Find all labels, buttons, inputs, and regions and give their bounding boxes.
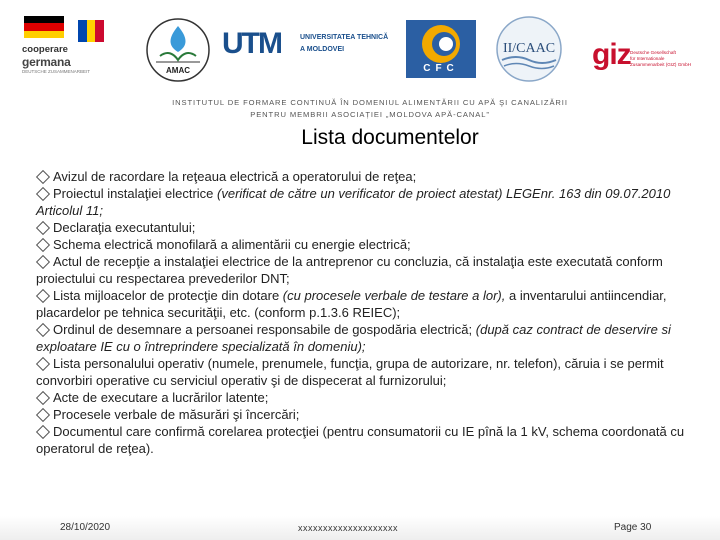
giz-tagline: Deutsche Gesellschaft für Internationale Zusammenarbeit (GIZ) GmbH <box>630 50 692 67</box>
utm-logo <box>222 22 394 72</box>
list-item: Lista mijloacelor de protecţie din dotare (cu procesele verbale de testare a lor), a inventarului antiincendiar, placardelor pe tehnica securităţii, etc. (conform p.1.3.6 REIEC); <box>36 288 667 320</box>
list-item: Declaraţia executantului; <box>36 219 686 236</box>
utm-line1: UNIVERSITATEA TEHNICĂ <box>300 34 389 41</box>
utm-line2: A MOLDOVEI <box>300 46 345 53</box>
amac-text: AMAC <box>166 66 190 75</box>
zusammenarbeit-text: DEUTSCHE ZUSAMMENARBEIT <box>22 69 91 74</box>
logo-strip <box>0 0 720 92</box>
cfc-logo <box>406 20 476 78</box>
moldovan-flag-icon <box>78 20 104 42</box>
diamond-bullet-icon <box>36 391 50 405</box>
diamond-bullet-icon <box>36 425 50 439</box>
cfc-text: CFC <box>423 63 459 74</box>
germana-text: germana <box>22 55 71 69</box>
list-item: Avizul de racordare la reţeaua electrică a operatorului de reţea; <box>36 168 686 185</box>
institute-line2: PENTRU MEMBRII ASOCIAȚIEI „MOLDOVA APĂ-CANAL” <box>250 110 490 119</box>
list-item: Actul de recepţie a instalaţiei electrice de la antreprenor cu concluzia, că instalaţia este executată conform proiectului cu respectarea prevederilor DNT; <box>36 254 663 286</box>
diamond-bullet-icon <box>36 357 50 371</box>
diamond-bullet-icon <box>36 221 50 235</box>
diamond-bullet-icon <box>36 170 50 184</box>
list-item: Ordinul de desemnare a persoanei responsabile de gospodăria electrică; (după caz contract de deservire si exploatare IE cu o întreprindere specializată în domeniu); <box>36 322 671 354</box>
giz-logo <box>592 38 704 82</box>
list-item: Proiectul instalaţiei electrice (verificat de către un verificator de proiect atestat) LEGEnr. 163 din 09.07.2010 Articolul 11; <box>36 186 671 218</box>
diamond-bullet-icon <box>36 289 50 303</box>
list-item: Lista personalului operativ (numele, prenumele, funcţia, grupa de autorizare, nr. telefon), căruia i se permit convorbiri operative cu serviciul operativ şi de dispecerat al furnizorului; <box>36 356 664 388</box>
amac-emblem-icon <box>138 16 218 86</box>
iicaac-text: II/CAAC <box>502 41 556 56</box>
footer-center-text: xxxxxxxxxxxxxxxxxxxx <box>298 523 398 533</box>
giz-mark: giz <box>592 38 631 71</box>
german-flag-icon <box>24 16 64 38</box>
diamond-bullet-icon <box>36 187 50 201</box>
institute-line1: INSTITUTUL DE FORMARE CONTINUĂ ÎN DOMENIUL ALIMENTĂRII CU APĂ ŞI CANALIZĂRII <box>172 98 568 107</box>
institute-heading <box>120 97 620 121</box>
footer-page-number: Page 30 <box>614 522 652 533</box>
diamond-bullet-icon <box>36 255 50 269</box>
cooperare-germana-logo <box>18 14 110 76</box>
amac-logo <box>138 16 218 86</box>
diamond-bullet-icon <box>36 238 50 252</box>
utm-monogram: UTM <box>222 27 281 60</box>
diamond-bullet-icon <box>36 408 50 422</box>
diamond-bullet-icon <box>36 323 50 337</box>
list-item: Acte de executare a lucrărilor latente; <box>36 389 686 406</box>
list-item: Documentul care confirmă corelarea protecţiei (pentru consumatorii cu IE pînă la 1 kV, schema coordonată cu operatorul de reţea). <box>36 424 685 456</box>
page-title: Lista documentelor <box>301 126 479 149</box>
iicaac-logo <box>494 14 564 84</box>
list-item: Procesele verbale de măsurări şi încercări; <box>36 406 686 423</box>
list-item: Schema electrică monofilară a alimentării cu energie electrică; <box>36 236 686 253</box>
document-list <box>36 168 686 457</box>
footer-date: 28/10/2020 <box>60 522 111 533</box>
cooperare-text: cooperare <box>22 44 68 55</box>
cfc-emblem-icon <box>406 20 476 64</box>
